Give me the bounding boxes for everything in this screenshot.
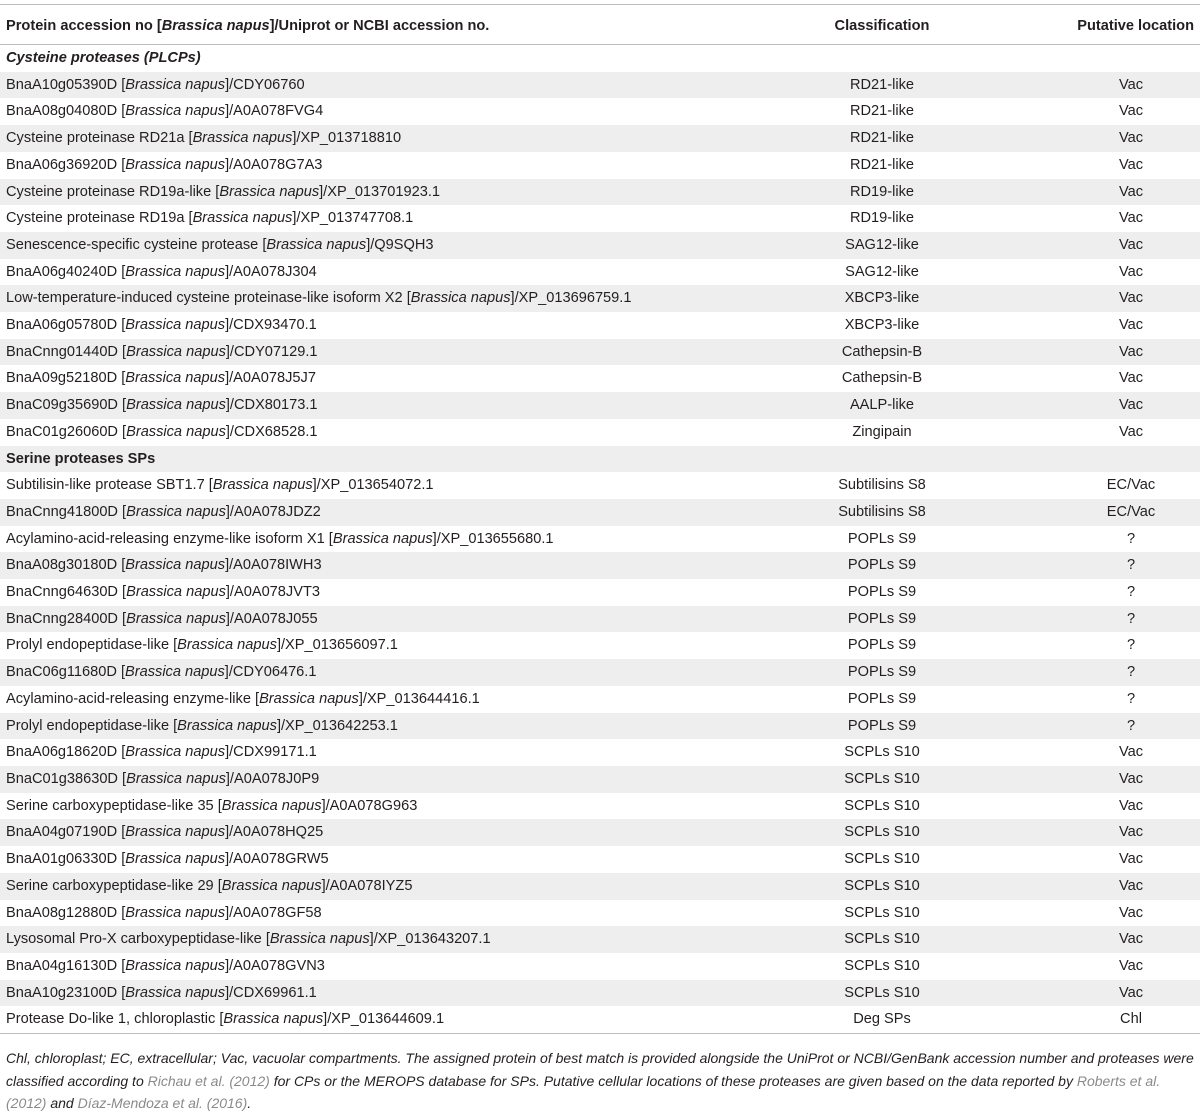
accession-pre: BnaA10g05390D [ bbox=[6, 76, 126, 93]
accession-pre: BnaC09g35690D [ bbox=[6, 397, 127, 414]
cell-accession bbox=[0, 339, 760, 366]
cell-classification: RD19-like bbox=[760, 179, 1004, 206]
accession-pre: BnaC01g26060D [ bbox=[6, 423, 127, 440]
accession-post: ]/XP_013644609.1 bbox=[323, 1011, 445, 1028]
table-row bbox=[0, 98, 1200, 125]
table-row bbox=[0, 339, 1200, 366]
cell-location: Vac bbox=[1004, 285, 1200, 312]
accession-species: Brassica napus bbox=[192, 210, 293, 227]
accession-species: Brassica napus bbox=[177, 637, 277, 654]
cell-accession bbox=[0, 285, 760, 312]
cell-location: Chl bbox=[1004, 1006, 1200, 1033]
section-header-row bbox=[0, 45, 1200, 72]
accession-species: Brassica napus bbox=[126, 610, 226, 627]
accession-pre: BnaA08g12880D [ bbox=[6, 904, 126, 921]
table-row bbox=[0, 686, 1200, 713]
accession-pre: BnaC01g38630D [ bbox=[6, 770, 127, 787]
cell-location: ? bbox=[1004, 713, 1200, 740]
table-row bbox=[0, 980, 1200, 1007]
accession-pre: Subtilisin-like protease SBT1.7 [ bbox=[6, 477, 213, 494]
accession-post: ]/A0A078IWH3 bbox=[225, 557, 322, 574]
table-row bbox=[0, 232, 1200, 259]
cell-accession bbox=[0, 499, 760, 526]
accession-post: ]/CDX69961.1 bbox=[225, 984, 317, 1001]
accession-species: Brassica napus bbox=[125, 957, 226, 974]
table-row bbox=[0, 659, 1200, 686]
accession-pre: Lysosomal Pro-X carboxypeptidase-like [ bbox=[6, 931, 270, 948]
accession-species: Brassica napus bbox=[126, 770, 226, 787]
cell-location: Vac bbox=[1118, 317, 1144, 334]
accession-species: Brassica napus bbox=[125, 744, 226, 761]
table-row bbox=[0, 152, 1200, 179]
accession-post: ]/XP_013701923.1 bbox=[319, 183, 441, 200]
table-row bbox=[0, 365, 1200, 392]
cell-accession bbox=[0, 232, 760, 259]
cell-accession bbox=[0, 900, 760, 927]
protease-table bbox=[0, 8, 1200, 1034]
accession-species: Brassica napus bbox=[259, 690, 359, 707]
table-row bbox=[0, 499, 1200, 526]
accession-species: Brassica napus bbox=[177, 717, 277, 734]
accession-post: ]/XP_013656097.1 bbox=[276, 637, 398, 654]
cell-accession bbox=[0, 179, 760, 206]
accession-post: ]/CDX99171.1 bbox=[225, 744, 317, 761]
table-row bbox=[0, 873, 1200, 900]
cell-accession bbox=[0, 419, 760, 446]
cell-location: Vac bbox=[1004, 232, 1200, 259]
cell-location: Vac bbox=[1004, 766, 1200, 793]
cell-location: Vac bbox=[1004, 179, 1200, 206]
table-row bbox=[0, 926, 1200, 953]
cell-classification: SCPLs S10 bbox=[760, 926, 1004, 953]
header-accession-post: ]/Uniprot or NCBI accession no. bbox=[269, 18, 490, 34]
cell-classification: RD21-like bbox=[760, 125, 1004, 152]
accession-pre: Cysteine proteinase RD19a [ bbox=[6, 210, 193, 227]
cell-location: EC/Vac bbox=[1106, 477, 1156, 494]
cell-accession bbox=[0, 632, 760, 659]
accession-post: ]/A0A078JDZ2 bbox=[225, 503, 321, 520]
cell-classification: SCPLs S10 bbox=[760, 819, 1004, 846]
table-row bbox=[0, 713, 1200, 740]
cell-location: ? bbox=[1004, 606, 1200, 633]
cell-accession bbox=[0, 713, 760, 740]
accession-species: Brassica napus bbox=[125, 664, 225, 681]
table-row bbox=[0, 259, 1200, 286]
accession-species: Brassica napus bbox=[125, 156, 226, 173]
accession-post: ]/Q9SQH3 bbox=[366, 236, 434, 253]
accession-post: ]/XP_013644416.1 bbox=[358, 690, 480, 707]
cell-classification: SAG12-like bbox=[760, 232, 1004, 259]
accession-pre: BnaA09g52180D [ bbox=[6, 370, 126, 387]
accession-species: Brassica napus bbox=[125, 984, 226, 1001]
cell-accession bbox=[0, 392, 760, 419]
accession-species: Brassica napus bbox=[219, 183, 320, 200]
accession-pre: BnaA06g05780D [ bbox=[6, 317, 126, 334]
cell-location: Vac bbox=[1004, 926, 1200, 953]
section-header-row bbox=[0, 446, 1200, 473]
header-accession bbox=[0, 8, 760, 45]
accession-species: Brassica napus bbox=[269, 931, 370, 948]
cell-accession bbox=[0, 819, 760, 846]
footnote-text-1: Chl, chloroplast; EC, extracellular; Vac, vacuolar compartments. The assigned protein of best match is provided alongside the UniProt or NCBI/GenBank accession number and proteases were classified according to bbox=[6, 1050, 1194, 1089]
cell-location: Vac bbox=[1004, 873, 1200, 900]
cell-classification: SCPLs S10 bbox=[760, 873, 1004, 900]
cell-classification: RD19-like bbox=[849, 210, 915, 227]
table-body bbox=[0, 45, 1200, 1034]
cell-accession bbox=[0, 659, 760, 686]
table-row bbox=[0, 472, 1200, 499]
cell-classification: POPLs S9 bbox=[847, 530, 917, 547]
cell-accession bbox=[0, 1006, 760, 1033]
accession-species: Brassica napus bbox=[125, 824, 226, 841]
cell-location: Vac bbox=[1118, 423, 1144, 440]
cell-accession bbox=[0, 552, 760, 579]
cell-accession bbox=[0, 312, 760, 339]
cell-location: Vac bbox=[1004, 392, 1200, 419]
cell-location: Vac bbox=[1118, 851, 1144, 868]
accession-post: ]/CDY07129.1 bbox=[225, 343, 318, 360]
cell-location: ? bbox=[1126, 584, 1136, 601]
cell-accession bbox=[0, 125, 760, 152]
cell-classification: SCPLs S10 bbox=[760, 766, 1004, 793]
cell-classification: XBCP3-like bbox=[844, 317, 920, 334]
cell-location: Vac bbox=[1118, 103, 1144, 120]
cell-classification: XBCP3-like bbox=[760, 285, 1004, 312]
cell-location: Vac bbox=[1004, 339, 1200, 366]
accession-pre: Acylamino-acid-releasing enzyme-like isoform X1 [ bbox=[6, 530, 333, 547]
accession-species: Brassica napus bbox=[125, 904, 226, 921]
cell-classification: SCPLs S10 bbox=[844, 851, 920, 868]
cell-location: Vac bbox=[1118, 210, 1144, 227]
accession-post: ]/XP_013696759.1 bbox=[510, 290, 632, 307]
cell-location: Vac bbox=[1118, 263, 1144, 280]
table-row bbox=[0, 285, 1200, 312]
accession-pre: BnaC06g11680D [ bbox=[6, 664, 126, 681]
cell-accession bbox=[0, 526, 760, 553]
accession-post: ]/A0A078GRW5 bbox=[225, 851, 329, 868]
cell-classification: Subtilisins S8 bbox=[760, 499, 1004, 526]
cell-accession bbox=[0, 98, 760, 125]
cell-location: EC/Vac bbox=[1004, 499, 1200, 526]
cell-accession bbox=[0, 980, 760, 1007]
accession-pre: Serine carboxypeptidase-like 35 [ bbox=[6, 797, 222, 814]
cell-classification: Cathepsin-B bbox=[841, 370, 923, 387]
accession-post: ]/XP_013655680.1 bbox=[432, 530, 554, 547]
accession-post: ]/A0A078GF58 bbox=[225, 904, 322, 921]
cell-classification: SAG12-like bbox=[845, 263, 919, 280]
cell-accession bbox=[0, 926, 760, 953]
cell-classification: SCPLs S10 bbox=[760, 980, 1004, 1007]
footnote-text-2: for CPs or the MEROPS database for SPs. Putative cellular locations of these proteases are given based on the data reported by bbox=[269, 1072, 1077, 1089]
cell-location: ? bbox=[1126, 690, 1136, 707]
top-rule bbox=[0, 4, 1200, 5]
table-row bbox=[0, 579, 1200, 606]
table-row bbox=[0, 312, 1200, 339]
table-row bbox=[0, 552, 1200, 579]
accession-species: Brassica napus bbox=[266, 236, 367, 253]
section-title: Cysteine proteases (PLCPs) bbox=[6, 50, 201, 66]
cell-location: Vac bbox=[1004, 980, 1200, 1007]
accession-post: ]/A0A078JVT3 bbox=[225, 584, 320, 601]
accession-pre: Serine carboxypeptidase-like 29 [ bbox=[6, 877, 222, 894]
accession-post: ]/XP_013718810 bbox=[292, 130, 402, 147]
table-row bbox=[0, 526, 1200, 553]
table-row bbox=[0, 72, 1200, 99]
cell-classification: SCPLs S10 bbox=[844, 744, 920, 761]
cell-classification: Zingipain bbox=[852, 423, 912, 440]
header-row bbox=[0, 8, 1200, 45]
cell-classification: RD21-like bbox=[760, 72, 1004, 99]
table-row bbox=[0, 125, 1200, 152]
table-row bbox=[0, 819, 1200, 846]
accession-pre: Cysteine proteinase RD21a [ bbox=[6, 130, 193, 147]
cell-classification: SCPLs S10 bbox=[844, 957, 920, 974]
table-row bbox=[0, 632, 1200, 659]
section-title: Serine proteases SPs bbox=[0, 446, 1200, 473]
accession-species: Brassica napus bbox=[126, 423, 226, 440]
accession-post: ]/XP_013747708.1 bbox=[292, 210, 414, 227]
cell-accession bbox=[0, 606, 760, 633]
header-classification: Classification bbox=[760, 8, 1004, 45]
accession-species: Brassica napus bbox=[125, 370, 226, 387]
accession-post: ]/CDX80173.1 bbox=[225, 397, 318, 414]
accession-pre: BnaCnng41800D [ bbox=[6, 503, 127, 520]
accession-pre: BnaA10g23100D [ bbox=[6, 984, 126, 1001]
table-row bbox=[0, 739, 1200, 766]
accession-pre: Acylamino-acid-releasing enzyme-like [ bbox=[6, 690, 260, 707]
cell-location: Vac bbox=[1118, 370, 1144, 387]
accession-pre: BnaA06g40240D [ bbox=[6, 263, 126, 280]
cell-accession bbox=[0, 579, 760, 606]
cell-accession bbox=[0, 686, 760, 713]
accession-post: ]/CDX93470.1 bbox=[225, 317, 317, 334]
table-footnote bbox=[6, 1047, 1194, 1115]
table-row bbox=[0, 1006, 1200, 1033]
cell-accession bbox=[0, 793, 760, 820]
cell-classification: SCPLs S10 bbox=[844, 904, 920, 921]
cell-classification: POPLs S9 bbox=[760, 606, 1004, 633]
cell-classification: POPLs S9 bbox=[760, 713, 1004, 740]
cell-classification: POPLs S9 bbox=[847, 584, 917, 601]
cell-accession bbox=[0, 873, 760, 900]
accession-species: Brassica napus bbox=[126, 397, 226, 414]
cell-accession bbox=[0, 846, 760, 873]
cell-location: Vac bbox=[1004, 125, 1200, 152]
accession-post: ]/A0A078GVN3 bbox=[225, 957, 325, 974]
cell-classification: POPLs S9 bbox=[760, 659, 1004, 686]
accession-species: Brassica napus bbox=[212, 477, 313, 494]
footnote-text-3: and bbox=[46, 1095, 78, 1111]
cell-accession bbox=[0, 953, 760, 980]
cell-classification: Subtilisins S8 bbox=[838, 477, 926, 494]
table-row bbox=[0, 793, 1200, 820]
cell-location: Vac bbox=[1118, 156, 1144, 173]
cell-accession bbox=[0, 152, 760, 179]
cell-classification: RD21-like bbox=[849, 156, 915, 173]
cell-location: Vac bbox=[1118, 744, 1144, 761]
table-row bbox=[0, 953, 1200, 980]
cell-location: Vac bbox=[1118, 904, 1144, 921]
accession-post: ]/CDY06760 bbox=[225, 76, 305, 93]
accession-post: ]/CDY06476.1 bbox=[224, 664, 317, 681]
cell-classification: POPLs S9 bbox=[847, 690, 917, 707]
table-row bbox=[0, 900, 1200, 927]
cell-accession bbox=[0, 766, 760, 793]
accession-pre: Low-temperature-induced cysteine proteinase-like isoform X2 [ bbox=[6, 290, 411, 307]
header-location: Putative location bbox=[1004, 8, 1200, 45]
accession-pre: BnaA06g36920D [ bbox=[6, 156, 126, 173]
table-row bbox=[0, 392, 1200, 419]
accession-species: Brassica napus bbox=[125, 263, 226, 280]
accession-pre: BnaA04g07190D [ bbox=[6, 824, 126, 841]
accession-pre: BnaCnng28400D [ bbox=[6, 610, 127, 627]
accession-species: Brassica napus bbox=[126, 503, 226, 520]
footnote-ref-diaz-mendoza[interactable]: Díaz-Mendoza et al. (2016) bbox=[77, 1095, 248, 1111]
accession-post: ]/A0A078HQ25 bbox=[225, 824, 324, 841]
table-row bbox=[0, 179, 1200, 206]
accession-post: ]/XP_013643207.1 bbox=[369, 931, 491, 948]
accession-pre: BnaA04g16130D [ bbox=[6, 957, 126, 974]
accession-species: Brassica napus bbox=[221, 797, 322, 814]
cell-location: ? bbox=[1004, 552, 1200, 579]
accession-pre: BnaA08g04080D [ bbox=[6, 103, 126, 120]
accession-species: Brassica napus bbox=[223, 1011, 324, 1028]
table-row bbox=[0, 419, 1200, 446]
cell-accession bbox=[0, 259, 760, 286]
accession-post: ]/A0A078FVG4 bbox=[225, 103, 324, 120]
cell-location: ? bbox=[1126, 530, 1136, 547]
accession-pre: Prolyl endopeptidase-like [ bbox=[6, 637, 178, 654]
cell-accession bbox=[0, 205, 760, 232]
accession-species: Brassica napus bbox=[126, 584, 226, 601]
cell-accession bbox=[0, 72, 760, 99]
cell-location: Vac bbox=[1118, 797, 1144, 814]
footnote-ref-richau[interactable]: Richau et al. (2012) bbox=[147, 1072, 270, 1089]
cell-accession bbox=[0, 739, 760, 766]
accession-post: ]/CDX68528.1 bbox=[225, 423, 318, 440]
accession-species: Brassica napus bbox=[125, 557, 226, 574]
accession-post: ]/XP_013642253.1 bbox=[276, 717, 398, 734]
footnote-ref-roberts[interactable]: Roberts et al. (2012) bbox=[6, 1072, 1161, 1111]
accession-post: ]/A0A078G963 bbox=[321, 797, 418, 814]
accession-pre: Protease Do-like 1, chloroplastic [ bbox=[6, 1011, 224, 1028]
accession-post: ]/A0A078J055 bbox=[225, 610, 318, 627]
cell-classification: POPLs S9 bbox=[760, 552, 1004, 579]
accession-species: Brassica napus bbox=[125, 103, 226, 120]
accession-pre: Cysteine proteinase RD19a-like [ bbox=[6, 183, 220, 200]
accession-post: ]/A0A078J0P9 bbox=[225, 770, 320, 787]
table-row bbox=[0, 205, 1200, 232]
accession-post: ]/A0A078IYZ5 bbox=[321, 877, 413, 894]
table-row bbox=[0, 606, 1200, 633]
cell-location: Vac bbox=[1004, 819, 1200, 846]
table-row bbox=[0, 766, 1200, 793]
accession-pre: Senescence-specific cysteine protease [ bbox=[6, 236, 267, 253]
accession-species: Brassica napus bbox=[125, 317, 226, 334]
accession-pre: BnaA01g06330D [ bbox=[6, 851, 126, 868]
cell-classification: SCPLs S10 bbox=[844, 797, 920, 814]
accession-species: Brassica napus bbox=[192, 130, 293, 147]
accession-pre: Prolyl endopeptidase-like [ bbox=[6, 717, 178, 734]
cell-classification: Cathepsin-B bbox=[760, 339, 1004, 366]
cell-location: Vac bbox=[1118, 957, 1144, 974]
cell-location: ? bbox=[1004, 659, 1200, 686]
footnote-text-4: . bbox=[247, 1095, 252, 1111]
cell-location: ? bbox=[1126, 637, 1136, 654]
accession-species: Brassica napus bbox=[410, 290, 511, 307]
header-accession-pre: Protein accession no [ bbox=[6, 18, 162, 34]
cell-location: Vac bbox=[1004, 72, 1200, 99]
cell-accession bbox=[0, 472, 760, 499]
cell-classification: POPLs S9 bbox=[847, 637, 917, 654]
cell-accession bbox=[0, 365, 760, 392]
accession-post: ]/XP_013654072.1 bbox=[312, 477, 434, 494]
cell-classification: Deg SPs bbox=[760, 1006, 1004, 1033]
header-accession-species: Brassica napus bbox=[161, 18, 270, 34]
accession-post: ]/A0A078J304 bbox=[225, 263, 317, 280]
accession-species: Brassica napus bbox=[125, 76, 226, 93]
accession-species: Brassica napus bbox=[125, 851, 226, 868]
cell-classification: AALP-like bbox=[760, 392, 1004, 419]
accession-species: Brassica napus bbox=[332, 530, 433, 547]
accession-pre: BnaCnng01440D [ bbox=[6, 343, 127, 360]
accession-pre: BnaA06g18620D [ bbox=[6, 744, 126, 761]
table-row bbox=[0, 846, 1200, 873]
accession-species: Brassica napus bbox=[126, 343, 226, 360]
cell-classification: RD21-like bbox=[849, 103, 915, 120]
accession-pre: BnaCnng64630D [ bbox=[6, 584, 127, 601]
accession-pre: BnaA08g30180D [ bbox=[6, 557, 126, 574]
accession-post: ]/A0A078G7A3 bbox=[225, 156, 323, 173]
table-header bbox=[0, 8, 1200, 45]
accession-species: Brassica napus bbox=[221, 877, 322, 894]
accession-post: ]/A0A078J5J7 bbox=[225, 370, 316, 387]
